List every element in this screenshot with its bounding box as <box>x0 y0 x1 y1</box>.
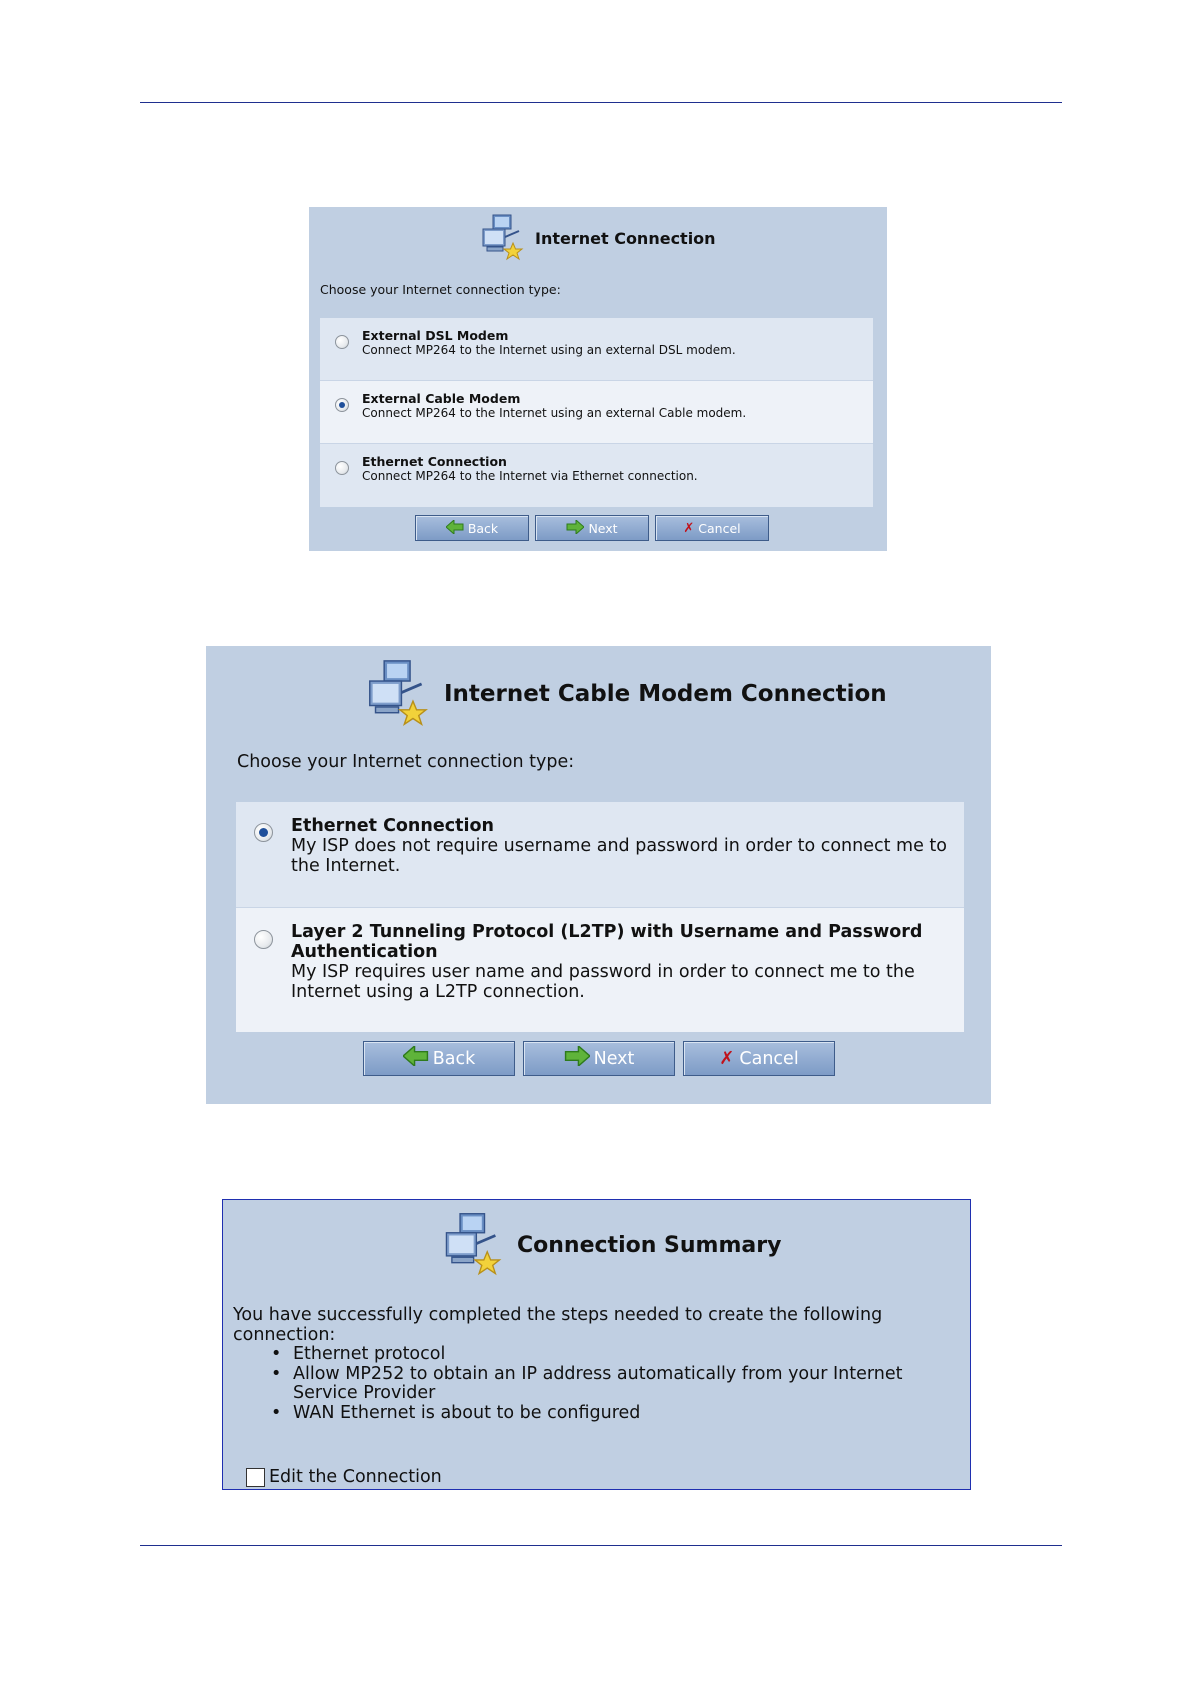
cancel-x-icon: ✗ <box>719 1048 735 1069</box>
connection-type-prompt: Choose your Internet connection type: <box>320 282 561 297</box>
internet-connection-panel <box>309 207 887 551</box>
ethernet-radio[interactable] <box>254 823 273 842</box>
option-external-dsl-modem[interactable] <box>320 318 873 381</box>
connection-options-list <box>236 802 964 1032</box>
panel-header <box>441 1206 781 1284</box>
connection-type-prompt: Choose your Internet connection type: <box>237 752 575 772</box>
edit-connection-label[interactable]: Edit the Connection <box>269 1467 442 1487</box>
next-button[interactable] <box>535 515 649 541</box>
next-label: Next <box>593 1048 635 1069</box>
panel-header <box>479 211 716 265</box>
back-label: Back <box>467 520 499 536</box>
cable-modem-connection-panel <box>206 646 991 1104</box>
option-description: Connect MP264 to the Internet using an external Cable modem. <box>362 406 747 420</box>
network-wizard-icon <box>479 211 529 265</box>
cancel-label: Cancel <box>739 1048 799 1069</box>
header-rule <box>140 102 1062 103</box>
l2tp-radio[interactable] <box>254 930 273 949</box>
next-arrow-icon <box>566 520 584 537</box>
panel-header <box>364 654 887 734</box>
cancel-button[interactable] <box>683 1041 835 1076</box>
option-l2tp-connection[interactable] <box>236 908 964 1032</box>
next-label: Next <box>588 520 618 536</box>
back-arrow-icon <box>446 520 464 537</box>
option-ethernet-connection[interactable] <box>236 802 964 908</box>
panel-title: Internet Cable Modem Connection <box>444 681 887 707</box>
dsl-modem-radio[interactable] <box>335 335 349 349</box>
cancel-button[interactable] <box>655 515 769 541</box>
cancel-label: Cancel <box>698 520 741 536</box>
summary-list <box>293 1345 971 1423</box>
wizard-button-row <box>363 1041 835 1076</box>
cancel-x-icon: ✗ <box>683 520 695 536</box>
network-wizard-icon <box>441 1208 509 1282</box>
option-title: Ethernet Connection <box>291 816 494 836</box>
back-arrow-icon <box>403 1046 429 1071</box>
summary-item: • Allow MP252 to obtain an IP address automatically from your Internet Service Provider <box>293 1365 971 1404</box>
option-description: Connect MP264 to the Internet via Ethernet connection. <box>362 469 698 483</box>
back-button[interactable] <box>415 515 529 541</box>
summary-body <box>233 1306 971 1423</box>
connection-options-list <box>320 318 873 507</box>
summary-intro: You have successfully completed the steps needed to create the following connection: <box>233 1305 883 1345</box>
panel-title: Connection Summary <box>517 1232 782 1258</box>
option-title: Ethernet Connection <box>362 454 507 469</box>
ethernet-radio[interactable] <box>335 461 349 475</box>
network-wizard-icon <box>364 655 436 733</box>
option-title: Layer 2 Tunneling Protocol (L2TP) with Username and Password Authentication <box>291 922 923 962</box>
cable-modem-radio[interactable] <box>335 398 349 412</box>
back-label: Back <box>432 1048 476 1069</box>
back-button[interactable] <box>363 1041 515 1076</box>
option-title: External DSL Modem <box>362 328 509 343</box>
option-description: My ISP requires user name and password in order to connect me to the Internet using a L2TP connection. <box>291 962 915 1002</box>
footer-rule <box>140 1545 1062 1546</box>
edit-connection-checkbox[interactable] <box>246 1468 265 1487</box>
panel-title: Internet Connection <box>535 228 716 248</box>
wizard-button-row <box>415 515 769 541</box>
option-external-cable-modem[interactable] <box>320 381 873 444</box>
connection-summary-panel <box>222 1199 971 1490</box>
option-description: My ISP does not require username and password in order to connect me to the Internet. <box>291 836 947 876</box>
option-description: Connect MP264 to the Internet using an external DSL modem. <box>362 343 736 357</box>
option-ethernet-connection[interactable] <box>320 444 873 507</box>
next-arrow-icon <box>564 1046 590 1071</box>
option-title: External Cable Modem <box>362 391 521 406</box>
summary-item: • WAN Ethernet is about to be configured <box>293 1404 971 1424</box>
next-button[interactable] <box>523 1041 675 1076</box>
summary-item: • Ethernet protocol <box>293 1345 971 1365</box>
